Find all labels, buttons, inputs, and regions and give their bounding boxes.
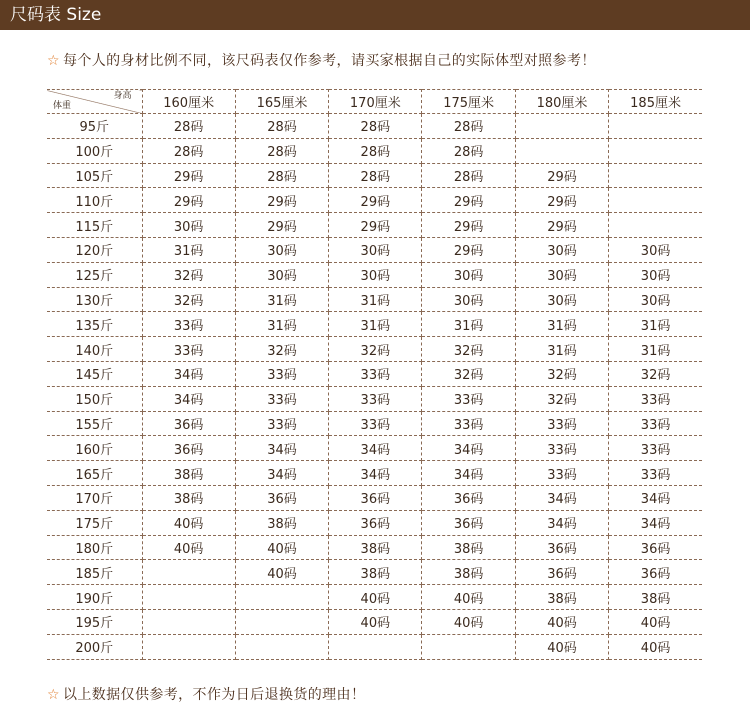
size-cell: 38码: [515, 585, 608, 610]
size-cell: 30码: [515, 237, 608, 262]
size-cell: 28码: [422, 114, 515, 139]
column-header: 160厘米: [142, 90, 235, 114]
size-cell: [142, 585, 235, 610]
size-cell: 30码: [422, 287, 515, 312]
size-cell: 29码: [515, 163, 608, 188]
size-cell: 29码: [142, 163, 235, 188]
table-row: [47, 560, 702, 585]
size-cell: 30码: [235, 237, 328, 262]
size-cell: 30码: [329, 237, 422, 262]
size-cell: 31码: [515, 312, 608, 337]
size-cell: 32码: [235, 337, 328, 362]
size-cell: 32码: [515, 361, 608, 386]
table-row: [47, 585, 702, 610]
table-row: [47, 609, 702, 634]
size-cell: 34码: [609, 485, 702, 510]
size-cell: 38码: [142, 485, 235, 510]
table-row: [47, 510, 702, 535]
table-row: [47, 188, 702, 213]
size-cell: 36码: [515, 560, 608, 585]
size-cell: 36码: [235, 485, 328, 510]
weight-cell: 95斤: [47, 114, 142, 139]
size-cell: 33码: [609, 386, 702, 411]
column-header: 175厘米: [422, 90, 515, 114]
size-cell: 40码: [329, 585, 422, 610]
weight-cell: 110斤: [47, 188, 142, 213]
size-cell: 40码: [235, 560, 328, 585]
size-cell: 33码: [515, 436, 608, 461]
size-cell: 33码: [329, 361, 422, 386]
size-cell: 33码: [422, 386, 515, 411]
size-cell: 33码: [515, 411, 608, 436]
size-cell: 28码: [329, 114, 422, 139]
corner-cell: [47, 90, 142, 114]
table-row: [47, 461, 702, 486]
weight-cell: 195斤: [47, 609, 142, 634]
weight-cell: 155斤: [47, 411, 142, 436]
size-cell: 29码: [515, 188, 608, 213]
size-cell: 33码: [329, 411, 422, 436]
size-cell: 34码: [142, 361, 235, 386]
size-cell: 32码: [422, 337, 515, 362]
size-cell: 33码: [609, 436, 702, 461]
size-cell: 40码: [142, 535, 235, 560]
size-cell: 29码: [422, 188, 515, 213]
size-cell: 28码: [422, 138, 515, 163]
weight-cell: 135斤: [47, 312, 142, 337]
size-cell: 31码: [329, 312, 422, 337]
size-cell: [609, 163, 702, 188]
page-title: 尺码表 Size: [10, 5, 102, 25]
table-header-row: [47, 90, 702, 114]
size-chart-table: [47, 89, 702, 660]
weight-cell: 100斤: [47, 138, 142, 163]
size-cell: [235, 609, 328, 634]
table-row: [47, 114, 702, 139]
weight-cell: 145斤: [47, 361, 142, 386]
size-cell: 33码: [329, 386, 422, 411]
table-row: [47, 411, 702, 436]
table-row: [47, 485, 702, 510]
size-cell: 32码: [142, 262, 235, 287]
size-cell: 33码: [609, 411, 702, 436]
size-cell: 30码: [142, 213, 235, 238]
star-icon: ☆: [47, 53, 60, 69]
table-row: [47, 213, 702, 238]
weight-cell: 160斤: [47, 436, 142, 461]
weight-cell: 185斤: [47, 560, 142, 585]
size-cell: 31码: [422, 312, 515, 337]
size-cell: 40码: [422, 609, 515, 634]
size-cell: 40码: [515, 609, 608, 634]
size-cell: 34码: [515, 485, 608, 510]
disclaimer-bottom: [47, 684, 365, 704]
size-cell: 32码: [422, 361, 515, 386]
size-cell: 33码: [515, 461, 608, 486]
size-cell: 28码: [329, 138, 422, 163]
size-cell: 30码: [609, 237, 702, 262]
weight-cell: 165斤: [47, 461, 142, 486]
table-row: [47, 436, 702, 461]
disclaimer-top-text: 每个人的身材比例不同，该尺码表仅作参考，请买家根据自己的实际体型对照参考！: [62, 53, 596, 69]
size-cell: 34码: [142, 386, 235, 411]
size-cell: 40码: [142, 510, 235, 535]
size-cell: [329, 634, 422, 659]
size-cell: 31码: [142, 237, 235, 262]
size-cell: 40码: [515, 634, 608, 659]
size-cell: 40码: [609, 634, 702, 659]
size-cell: 29码: [329, 213, 422, 238]
size-cell: 31码: [609, 312, 702, 337]
weight-cell: 130斤: [47, 287, 142, 312]
size-cell: 28码: [235, 138, 328, 163]
size-cell: 38码: [142, 461, 235, 486]
weight-cell: 200斤: [47, 634, 142, 659]
table-row: [47, 337, 702, 362]
size-cell: 36码: [609, 535, 702, 560]
size-cell: 33码: [142, 312, 235, 337]
weight-cell: 120斤: [47, 237, 142, 262]
size-cell: 34码: [329, 461, 422, 486]
table-row: [47, 138, 702, 163]
size-cell: 36码: [329, 510, 422, 535]
size-cell: 32码: [609, 361, 702, 386]
table-row: [47, 634, 702, 659]
size-cell: [609, 188, 702, 213]
table-row: [47, 312, 702, 337]
size-cell: 34码: [422, 461, 515, 486]
size-cell: 38码: [422, 535, 515, 560]
weight-cell: 175斤: [47, 510, 142, 535]
table-row: [47, 535, 702, 560]
size-cell: 34码: [515, 510, 608, 535]
size-cell: [609, 138, 702, 163]
size-cell: [142, 609, 235, 634]
weight-cell: 180斤: [47, 535, 142, 560]
size-cell: 38码: [609, 585, 702, 610]
table-row: [47, 262, 702, 287]
size-cell: [609, 213, 702, 238]
weight-cell: 140斤: [47, 337, 142, 362]
weight-cell: 150斤: [47, 386, 142, 411]
size-cell: [142, 560, 235, 585]
title-bar: [0, 0, 750, 30]
star-icon: ☆: [47, 687, 60, 703]
size-cell: 32码: [142, 287, 235, 312]
size-cell: [515, 138, 608, 163]
size-cell: 36码: [329, 485, 422, 510]
column-header: 165厘米: [235, 90, 328, 114]
size-cell: 31码: [235, 287, 328, 312]
size-cell: 34码: [422, 436, 515, 461]
size-cell: 34码: [235, 436, 328, 461]
size-cell: 38码: [422, 560, 515, 585]
size-cell: 29码: [515, 213, 608, 238]
size-cell: 36码: [142, 411, 235, 436]
size-cell: 36码: [422, 485, 515, 510]
column-header: 185厘米: [609, 90, 702, 114]
size-cell: 33码: [609, 461, 702, 486]
size-cell: 33码: [235, 361, 328, 386]
size-cell: 28码: [329, 163, 422, 188]
size-cell: 29码: [142, 188, 235, 213]
size-cell: 31码: [329, 287, 422, 312]
disclaimer-top: [47, 50, 596, 70]
size-cell: [422, 634, 515, 659]
size-cell: [515, 114, 608, 139]
size-cell: 32码: [329, 337, 422, 362]
size-cell: 34码: [235, 461, 328, 486]
size-cell: [235, 585, 328, 610]
size-cell: 31码: [235, 312, 328, 337]
size-cell: 28码: [142, 114, 235, 139]
size-cell: 36码: [515, 535, 608, 560]
table-row: [47, 237, 702, 262]
size-cell: 30码: [515, 287, 608, 312]
size-cell: 29码: [235, 188, 328, 213]
size-cell: 38码: [329, 560, 422, 585]
weight-cell: 170斤: [47, 485, 142, 510]
size-cell: 29码: [422, 213, 515, 238]
size-cell: 28码: [142, 138, 235, 163]
size-cell: 29码: [329, 188, 422, 213]
table-row: [47, 163, 702, 188]
table-row: [47, 287, 702, 312]
size-cell: 33码: [235, 411, 328, 436]
size-cell: 30码: [329, 262, 422, 287]
size-cell: 36码: [142, 436, 235, 461]
size-cell: [142, 634, 235, 659]
size-cell: 28码: [422, 163, 515, 188]
weight-cell: 115斤: [47, 213, 142, 238]
corner-height-label: 身高: [113, 91, 132, 101]
size-cell: 36码: [422, 510, 515, 535]
size-cell: 31码: [515, 337, 608, 362]
size-cell: 30码: [609, 287, 702, 312]
size-cell: 34码: [609, 510, 702, 535]
size-cell: 30码: [609, 262, 702, 287]
weight-cell: 190斤: [47, 585, 142, 610]
size-cell: 29码: [422, 237, 515, 262]
size-cell: [235, 634, 328, 659]
size-cell: 30码: [422, 262, 515, 287]
size-cell: 33码: [142, 337, 235, 362]
size-cell: [609, 114, 702, 139]
size-cell: 38码: [329, 535, 422, 560]
disclaimer-bottom-text: 以上数据仅供参考，不作为日后退换货的理由！: [62, 687, 366, 703]
size-cell: 28码: [235, 114, 328, 139]
table-row: [47, 361, 702, 386]
weight-cell: 125斤: [47, 262, 142, 287]
size-cell: 30码: [235, 262, 328, 287]
table-row: [47, 386, 702, 411]
size-cell: 40码: [422, 585, 515, 610]
size-cell: 33码: [422, 411, 515, 436]
size-cell: 34码: [329, 436, 422, 461]
size-cell: 36码: [609, 560, 702, 585]
size-cell: 28码: [235, 163, 328, 188]
corner-weight-label: 体重: [53, 101, 72, 111]
size-cell: 33码: [235, 386, 328, 411]
column-header: 170厘米: [329, 90, 422, 114]
size-cell: 38码: [235, 510, 328, 535]
size-cell: 40码: [609, 609, 702, 634]
size-cell: 31码: [609, 337, 702, 362]
weight-cell: 105斤: [47, 163, 142, 188]
size-cell: 32码: [515, 386, 608, 411]
size-cell: 30码: [515, 262, 608, 287]
column-header: 180厘米: [515, 90, 608, 114]
size-cell: 40码: [329, 609, 422, 634]
size-cell: 40码: [235, 535, 328, 560]
size-cell: 29码: [235, 213, 328, 238]
